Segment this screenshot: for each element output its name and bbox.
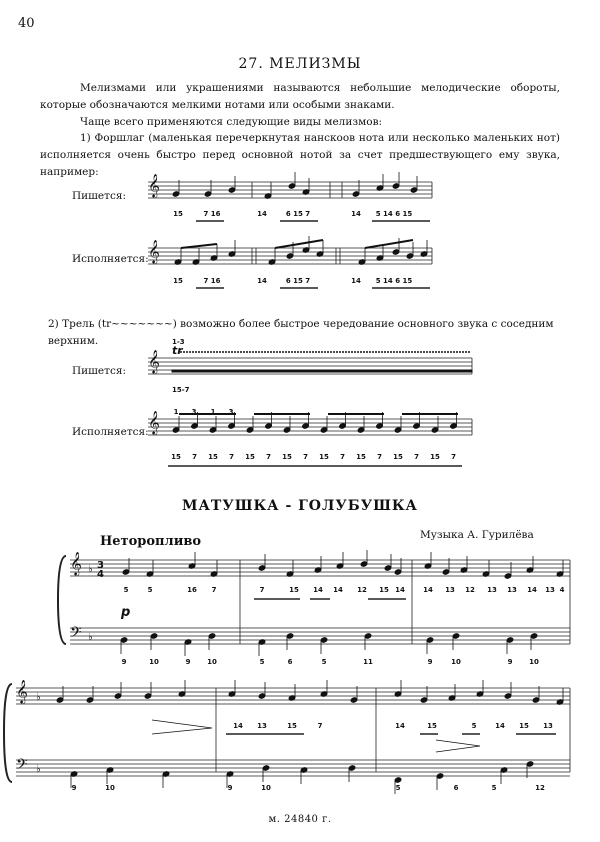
fingering-number: 7: [317, 722, 323, 730]
fingering-number: 5: [491, 784, 497, 792]
fingering-number: 10: [529, 658, 539, 666]
beam: [275, 240, 323, 248]
fingering-number: 3: [228, 408, 234, 416]
paragraph-forshlag: 1) Форшлаг (маленькая перечеркнутая нанскоов нота или несколько маленьких нот) исполняется очень быстро перед основной нотой за счет предшествующего ему звука, например:: [40, 132, 560, 178]
time-signature-bottom: 4: [97, 569, 104, 580]
fingering-number: 13: [545, 586, 555, 594]
fingering-number: 13: [445, 586, 455, 594]
flat-sign: ♭: [36, 764, 41, 775]
beam: [181, 244, 217, 248]
fingering-number: 14: [351, 210, 361, 218]
fingering-number: 9: [121, 658, 127, 666]
fingering-number: 15: [171, 453, 181, 461]
fingering-number: 15: [287, 722, 297, 730]
fingering-number: 15: [427, 722, 437, 730]
fingering-number: 9: [507, 658, 513, 666]
page-number: 40: [18, 16, 35, 31]
diminuendo-hairpin: [152, 720, 212, 734]
fingering-number: 5: [321, 658, 327, 666]
fingering-number: 12: [357, 586, 367, 594]
fingering-number: 7: [266, 453, 271, 461]
fingering-number: 7: [451, 453, 456, 461]
fingering-number: 5: [259, 658, 265, 666]
flat-sign: ♭: [88, 564, 93, 575]
label-written-1: Пишется:: [72, 190, 126, 202]
fingering-number: 6 15 7: [285, 277, 311, 285]
fingering-number: 15: [393, 453, 403, 461]
fingering-number: 1: [210, 408, 216, 416]
fingering-number: 7: [259, 586, 265, 594]
fingering-number: 9: [427, 658, 433, 666]
fingering-number: 15: [245, 453, 255, 461]
label-performed-2: Исполняется:: [72, 426, 149, 438]
system-brace: [4, 684, 12, 782]
label-performed-1: Исполняется:: [72, 253, 149, 265]
fingering-number: 10: [261, 784, 271, 792]
fingering-number: 9: [227, 784, 233, 792]
fingering-number: 14: [527, 586, 537, 594]
treble-clef: 𝄞: [70, 551, 82, 575]
fingering-number: 14: [333, 586, 343, 594]
fingering-number: 7: [192, 453, 197, 461]
fingering-number: 15: [519, 722, 529, 730]
whole-note: [172, 370, 472, 372]
flat-sign: ♭: [36, 692, 41, 703]
section-title: 27. МЕЛИЗМЫ: [238, 56, 362, 72]
tempo-marking: Неторопливо: [100, 534, 202, 549]
fingering-number: 7: [414, 453, 419, 461]
fingering-number: 10: [105, 784, 115, 792]
fingering-number: 6: [453, 784, 459, 792]
fingering-number: 14: [395, 586, 405, 594]
fingering-number: 7 16: [203, 277, 221, 285]
fingering-number: 14: [395, 722, 405, 730]
trill-fingering-lower: 15-7: [172, 386, 190, 394]
fingering-number: 7: [377, 453, 382, 461]
treble-clef: 𝄞: [16, 679, 28, 703]
fingering-number: 10: [451, 658, 461, 666]
trill-sign: tr: [172, 344, 183, 357]
fingering-number: 14: [257, 277, 267, 285]
fingering-number: 12: [535, 784, 545, 792]
fingering-number: 7 16: [203, 210, 221, 218]
beam: [365, 240, 413, 248]
composer-credit: Музыка А. Гурилёва: [420, 529, 534, 541]
fingering-number: 13: [257, 722, 267, 730]
paragraph-definition: Мелизмами или украшениями называются небольшие мелодические обороты, которые обозначаются мелкими нотами или особыми знаками.: [40, 82, 560, 111]
bass-clef: 𝄢: [70, 624, 82, 645]
fingering-number: 10: [207, 658, 217, 666]
fingering-number: 11: [363, 658, 373, 666]
publisher-footer: м. 24840 г.: [268, 814, 332, 825]
fingering-number: 15: [282, 453, 292, 461]
fingering-number: 13: [543, 722, 553, 730]
label-written-2: Пишется:: [72, 365, 126, 377]
fingering-number: 7: [211, 586, 217, 594]
fingering-number: 14: [313, 586, 323, 594]
paragraph-types-intro: Чаще всего применяются следующие виды мелизмов:: [80, 116, 383, 128]
fingering-number: 10: [149, 658, 159, 666]
treble-clef: 𝄞: [148, 173, 160, 197]
time-signature-top: 3: [97, 560, 104, 571]
fingering-number: 6 15 7: [285, 210, 311, 218]
fingering-number: 5: [395, 784, 401, 792]
fingering-number: 9: [185, 658, 191, 666]
fingering-number: 15: [208, 453, 218, 461]
fingering-number: 15: [173, 277, 183, 285]
system-brace: [58, 556, 66, 644]
bass-clef: 𝄢: [16, 756, 28, 777]
song-title: МАТУШКА - ГОЛУБУШКА: [182, 498, 418, 514]
paragraph-trill: 2) Трель (tr~~~~~~~) возможно более быстрое чередование основного звука с соседним верхним.: [48, 318, 554, 347]
fingering-number: 5: [147, 586, 153, 594]
fingering-number: 15: [173, 210, 183, 218]
fingering-number: 15: [289, 586, 299, 594]
fingering-number: 14: [495, 722, 505, 730]
fingering-number: 5 14 6 15: [375, 277, 413, 285]
fingering-number: 14: [351, 277, 361, 285]
dynamic-marking: p: [121, 605, 131, 620]
flat-sign: ♭: [88, 632, 93, 643]
fingering-number: 4: [559, 586, 565, 594]
fingering-number: 15: [379, 586, 389, 594]
fingering-number: 1: [173, 408, 179, 416]
fingering-number: 6: [287, 658, 293, 666]
fingering-number: 15: [319, 453, 329, 461]
fingering-number: 3: [191, 408, 197, 416]
fingering-number: 7: [229, 453, 234, 461]
fingering-number: 14: [423, 586, 433, 594]
diminuendo-hairpin: [436, 740, 480, 752]
fingering-number: 13: [507, 586, 517, 594]
fingering-number: 5: [471, 722, 477, 730]
fingering-number: 12: [465, 586, 475, 594]
fingering-number: 14: [257, 210, 267, 218]
fingering-number: 5 14 6 15: [375, 210, 413, 218]
fingering-number: 16: [187, 586, 197, 594]
fingering-number: 7: [303, 453, 308, 461]
fingering-number: 7: [340, 453, 345, 461]
treble-clef: 𝄞: [148, 239, 160, 263]
trill-fingering-upper: 1-3: [172, 338, 185, 346]
fingering-number: 14: [233, 722, 243, 730]
fingering-number: 15: [430, 453, 440, 461]
treble-clef: 𝄞: [148, 410, 160, 434]
fingering-number: 15: [356, 453, 366, 461]
fingering-number: 13: [487, 586, 497, 594]
fingering-number: 9: [71, 784, 77, 792]
fingering-number: 5: [123, 586, 129, 594]
treble-clef: 𝄞: [148, 349, 160, 373]
